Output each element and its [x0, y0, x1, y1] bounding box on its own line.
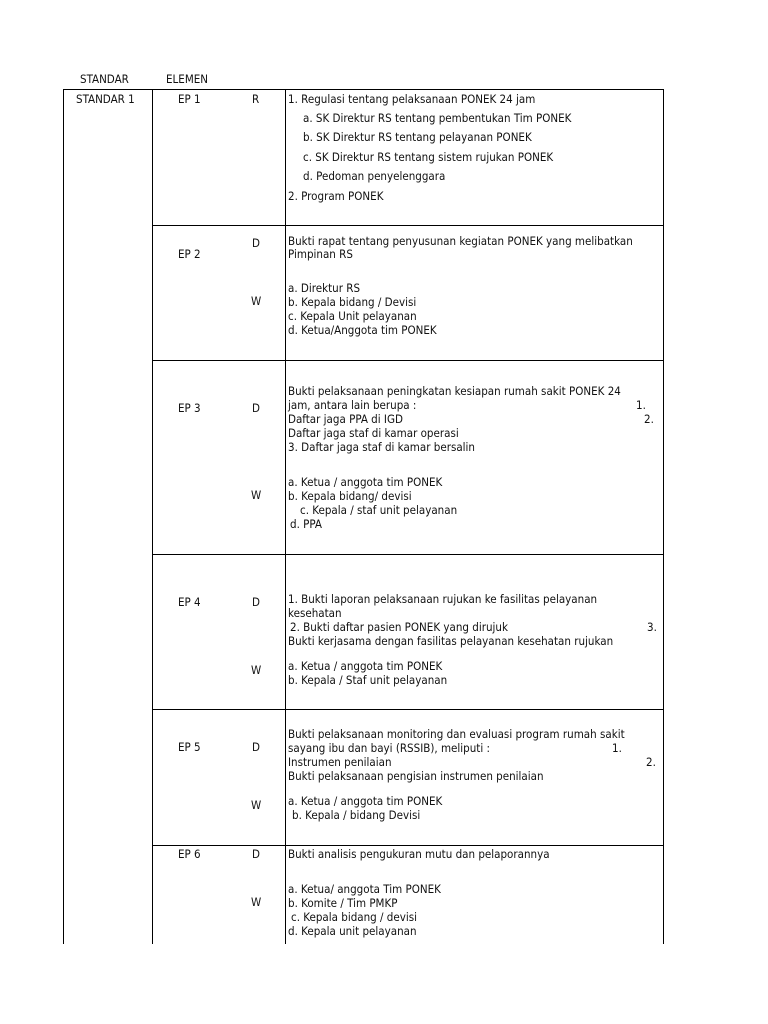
description-line: c. Kepala Unit pelayanan — [288, 309, 417, 323]
description-line: b. Kepala bidang / Devisi — [288, 295, 417, 309]
header-elemen: ELEMEN — [166, 72, 209, 86]
code-label: W — [251, 895, 262, 909]
description-line: Bukti pelaksanaan peningkatan kesiapan rumah sakit PONEK 24 — [288, 384, 621, 398]
row-divider — [152, 360, 664, 361]
code-label: R — [252, 92, 260, 106]
description-line: Daftar jaga PPA di IGD — [288, 412, 403, 426]
code-label: D — [252, 740, 260, 754]
description-line: d. PPA — [290, 517, 322, 531]
code-label: W — [251, 294, 262, 308]
description-line: 1. — [636, 398, 646, 412]
ep-label: EP 5 — [178, 740, 201, 754]
description-line: b. Komite / Tim PMKP — [288, 896, 398, 910]
description-line: Daftar jaga staf di kamar operasi — [288, 426, 459, 440]
code-label: W — [251, 663, 262, 677]
description-line: a. Ketua / anggota tim PONEK — [288, 475, 443, 489]
description-line: d. Kepala unit pelayanan — [288, 924, 417, 938]
row-divider — [152, 225, 664, 226]
header-standar: STANDAR — [80, 72, 129, 86]
ep-label: EP 1 — [178, 92, 201, 106]
code-label: W — [251, 488, 262, 502]
description-line: d. Pedoman penyelenggara — [303, 169, 446, 183]
description-line: 2. — [644, 412, 654, 426]
col-border-kode — [285, 89, 286, 944]
code-label: D — [252, 595, 260, 609]
description-line: 2. Bukti daftar pasien PONEK yang dirujuk — [290, 620, 508, 634]
description-line: a. SK Direktur RS tentang pembentukan Tim PONEK — [303, 111, 572, 125]
description-line: Bukti pelaksanaan monitoring dan evaluasi program rumah sakit — [288, 727, 625, 741]
description-line: b. Kepala / Staf unit pelayanan — [288, 673, 448, 687]
description-line: b. SK Direktur RS tentang pelayanan PONEK — [303, 130, 532, 144]
ep-label: EP 3 — [178, 401, 201, 415]
description-line: b. Kepala / bidang Devisi — [292, 808, 421, 822]
description-line: b. Kepala bidang/ devisi — [288, 489, 412, 503]
description-line: a. Ketua / anggota tim PONEK — [288, 659, 443, 673]
description-line: 2. Program PONEK — [288, 189, 384, 203]
description-line: 1. Bukti laporan pelaksanaan rujukan ke fasilitas pelayanan — [288, 592, 598, 606]
ep-label: EP 4 — [178, 595, 201, 609]
description-line: 3. Daftar jaga staf di kamar bersalin — [288, 440, 475, 454]
code-label: D — [252, 401, 260, 415]
description-line: 3. — [647, 620, 657, 634]
description-line: Bukti kerjasama dengan fasilitas pelayanan kesehatan rujukan — [288, 634, 614, 648]
code-label: D — [252, 847, 260, 861]
description-line: sayang ibu dan bayi (RSSIB), meliputi : — [288, 741, 490, 755]
description-line: a. Ketua/ anggota Tim PONEK — [288, 882, 441, 896]
row-divider — [152, 709, 664, 710]
description-line: c. Kepala bidang / devisi — [291, 910, 417, 924]
row-divider — [152, 845, 664, 846]
col-border-right — [663, 89, 664, 944]
description-line: jam, antara lain berupa : — [288, 398, 417, 412]
description-line: 1. — [612, 741, 622, 755]
ep-label: EP 2 — [178, 247, 201, 261]
description-line: Bukti pelaksanaan pengisian instrumen penilaian — [288, 769, 544, 783]
col-border-left — [63, 89, 64, 944]
description-line: a. Ketua / anggota tim PONEK — [288, 794, 443, 808]
description-line: Bukti rapat tentang penyusunan kegiatan PONEK yang melibatkan — [288, 234, 633, 248]
description-line: c. Kepala / staf unit pelayanan — [300, 503, 458, 517]
description-line: Bukti analisis pengukuran mutu dan pelaporannya — [288, 847, 550, 861]
row-divider — [152, 554, 664, 555]
code-label: W — [251, 798, 262, 812]
description-line: 1. Regulasi tentang pelaksanaan PONEK 24 jam — [288, 92, 536, 106]
description-line: Pimpinan RS — [288, 247, 353, 261]
ep-label: EP 6 — [178, 847, 201, 861]
code-label: D — [252, 236, 260, 250]
description-line: 2. — [646, 755, 656, 769]
description-line: a. Direktur RS — [288, 281, 361, 295]
description-line: c. SK Direktur RS tentang sistem rujukan PONEK — [303, 150, 554, 164]
description-line: kesehatan — [288, 606, 342, 620]
col-border-standar — [152, 89, 153, 944]
standard-label: STANDAR 1 — [76, 92, 135, 106]
table-top-border — [63, 89, 664, 90]
description-line: d. Ketua/Anggota tim PONEK — [288, 323, 437, 337]
description-line: Instrumen penilaian — [288, 755, 392, 769]
